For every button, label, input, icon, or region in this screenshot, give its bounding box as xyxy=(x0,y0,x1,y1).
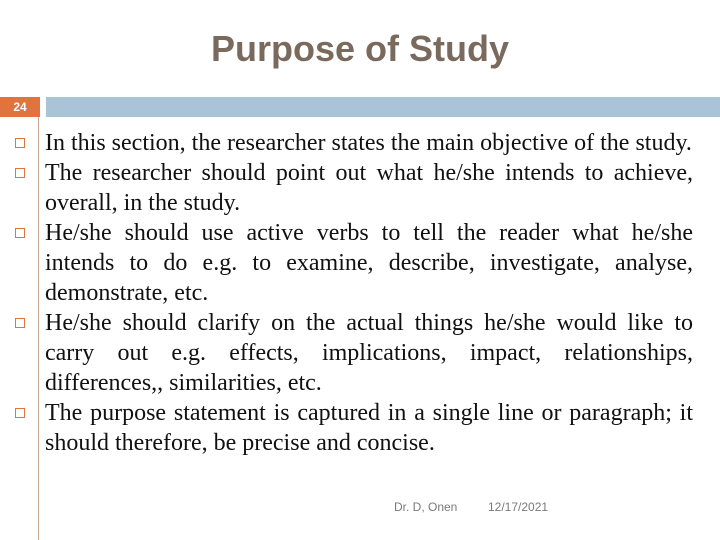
slide-number: 24 xyxy=(0,97,40,117)
footer-date: 12/17/2021 xyxy=(488,500,549,514)
checkbox-bullet-icon xyxy=(15,408,25,418)
bullet-item xyxy=(0,308,720,398)
bullet-text: The purpose statement is captured in a single line or paragraph; it should therefore, be precise and concise. xyxy=(45,400,693,456)
bullet-text: The researcher should point out what he/she intends to achieve, overall, in the study. xyxy=(45,160,693,216)
bullet-item xyxy=(0,218,720,308)
bullet-list xyxy=(0,128,720,458)
bullet-text: He/she should use active verbs to tell the reader what he/she intends to do e.g. to examine, describe, investigate, analyse, demonstrate, etc. xyxy=(45,220,693,306)
footer-author: Dr. D, Onen xyxy=(394,500,458,514)
checkbox-bullet-icon xyxy=(15,168,25,178)
bullet-text: He/she should clarify on the actual things he/she would like to carry out e.g. effects, implications, impact, relationships, differences,, similarities, etc. xyxy=(45,310,693,396)
bullet-item xyxy=(0,398,720,458)
header-bar xyxy=(46,97,720,117)
bullet-item xyxy=(0,158,720,218)
checkbox-bullet-icon xyxy=(15,318,25,328)
bullet-text: In this section, the researcher states the main objective of the study. xyxy=(45,130,692,156)
checkbox-bullet-icon xyxy=(15,138,25,148)
checkbox-bullet-icon xyxy=(15,228,25,238)
slide-title: Purpose of Study xyxy=(210,28,510,69)
bullet-item xyxy=(0,128,720,158)
